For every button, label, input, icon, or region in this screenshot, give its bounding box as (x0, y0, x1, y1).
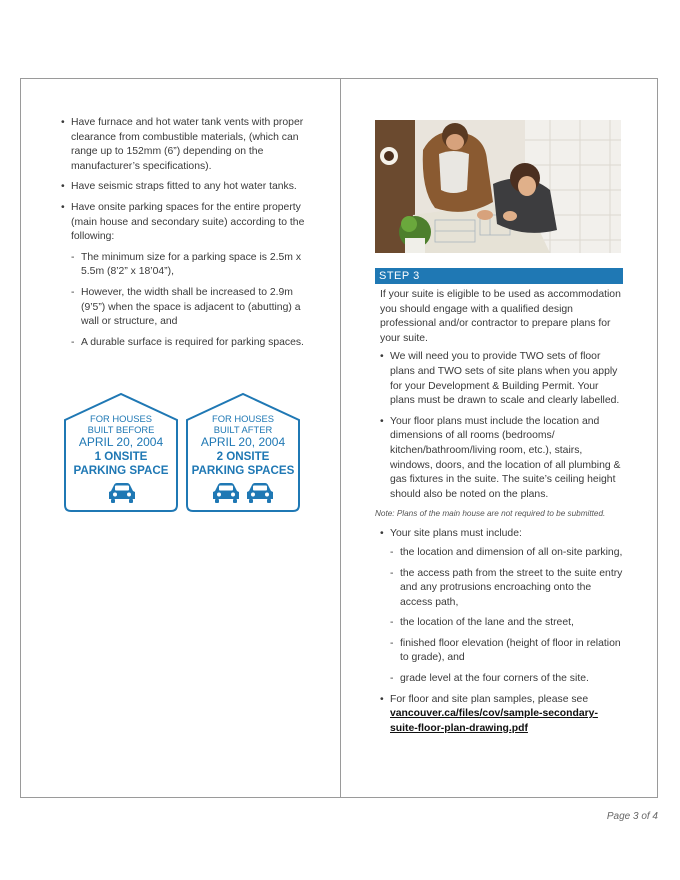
sub-list-item: - grade level at the four corners of the site. (390, 672, 623, 687)
badge-date: APRIL 20, 2004 (78, 435, 164, 449)
right-column (375, 120, 623, 742)
sub-list-item: - A durable surface is required for parking spaces. (71, 336, 305, 351)
step-header: STEP 3 (375, 268, 623, 284)
list-item (379, 527, 623, 686)
parking-sub-list (71, 251, 305, 351)
people-planning-image (375, 120, 621, 253)
badge-count (185, 450, 301, 478)
left-column (60, 116, 305, 356)
sub-list-item: - the location and dimension of all on-site parking, (390, 546, 623, 561)
car-icon (213, 483, 239, 503)
note-text: Note: Plans of the main house are not required to be submitted. (375, 509, 606, 519)
car-icons (63, 482, 179, 504)
list-item: • We will need you to provide TWO sets of floor plans and TWO sets of site plans when you apply for your Development & Building Permit. Your plans must be drawn to scale and clearly labelled. (379, 350, 623, 408)
badge-count (63, 450, 179, 478)
photo-people-reviewing-plans (375, 120, 621, 253)
list-item: • Have furnace and hot water tank vents with proper clearance from combustible materials, (which can range up to 152mm (6”) depending on the manufacturer’s specifications). (60, 116, 305, 174)
car-icons (185, 482, 301, 504)
badge-count-number: 2 ONSITE (216, 450, 270, 463)
badge-line1: FOR HOUSES (212, 413, 274, 424)
step-intro: If your suite is eligible to be used as accommodation you should engage with a qualified design professional and/or contractor to prepare plans for your suite. (380, 289, 621, 344)
list-item-text: Your site plans must include: (390, 528, 522, 540)
badge-after (185, 392, 301, 514)
list-item: • Have seismic straps fitted to any hot water tanks. (60, 180, 305, 195)
sub-list-item: - However, the width shall be increased to 2.9m (9’5”) when the space is adjacent to (abutting) a wall or structure, and (71, 286, 305, 330)
parking-badges (63, 392, 303, 514)
badge-before (63, 392, 179, 514)
car-icon (109, 483, 135, 503)
badge-count-label: PARKING SPACE (73, 464, 169, 477)
page-number: Page 3 of 4 (606, 811, 658, 822)
badge-line2: BUILT BEFORE (87, 423, 155, 435)
sub-list-item: - The minimum size for a parking space is 2.5m x 5.5m (8’2” x 18’04”), (71, 251, 305, 280)
samples-text: For floor and site plan samples, please see (390, 693, 589, 705)
site-plans-sub-list (390, 546, 623, 687)
list-item (60, 201, 305, 350)
badge-line1: FOR HOUSES (90, 413, 152, 424)
badge-heading (63, 414, 179, 435)
badge-date: APRIL 20, 2004 (200, 435, 286, 449)
list-item: • Your floor plans must include the location and dimensions of all rooms (bedrooms/ kitchen/bathroom/living room, etc.), stairs, windows, doors, and the location of all plumbing & gas fixtures in the suite. The suite’s ceiling height should also be noted on the plans. (379, 415, 623, 503)
badge-line2: BUILT AFTER (213, 423, 273, 435)
site-plans-list (379, 527, 623, 736)
requirements-list (60, 116, 305, 350)
badge-count-number: 1 ONSITE (94, 450, 148, 463)
sub-list-item: - the access path from the street to the suite entry and any protrusions encroaching onto the access path, (390, 567, 623, 611)
car-icon (247, 483, 273, 503)
sample-plans-link[interactable]: vancouver.ca/files/cov/sample-secondary-suite-floor-plan-drawing.pdf (390, 708, 598, 734)
list-item (379, 693, 623, 737)
sub-list-item: - the location of the lane and the street, (390, 616, 623, 631)
badge-count-label: PARKING SPACES (191, 464, 295, 477)
badge-heading (185, 414, 301, 435)
plans-list (379, 350, 623, 502)
list-item-text: Have onsite parking spaces for the entire property (main house and secondary suite) according to the following: (71, 201, 305, 243)
sub-list-item: - finished floor elevation (height of floor in relation to grade), and (390, 637, 623, 666)
column-divider (340, 78, 341, 798)
